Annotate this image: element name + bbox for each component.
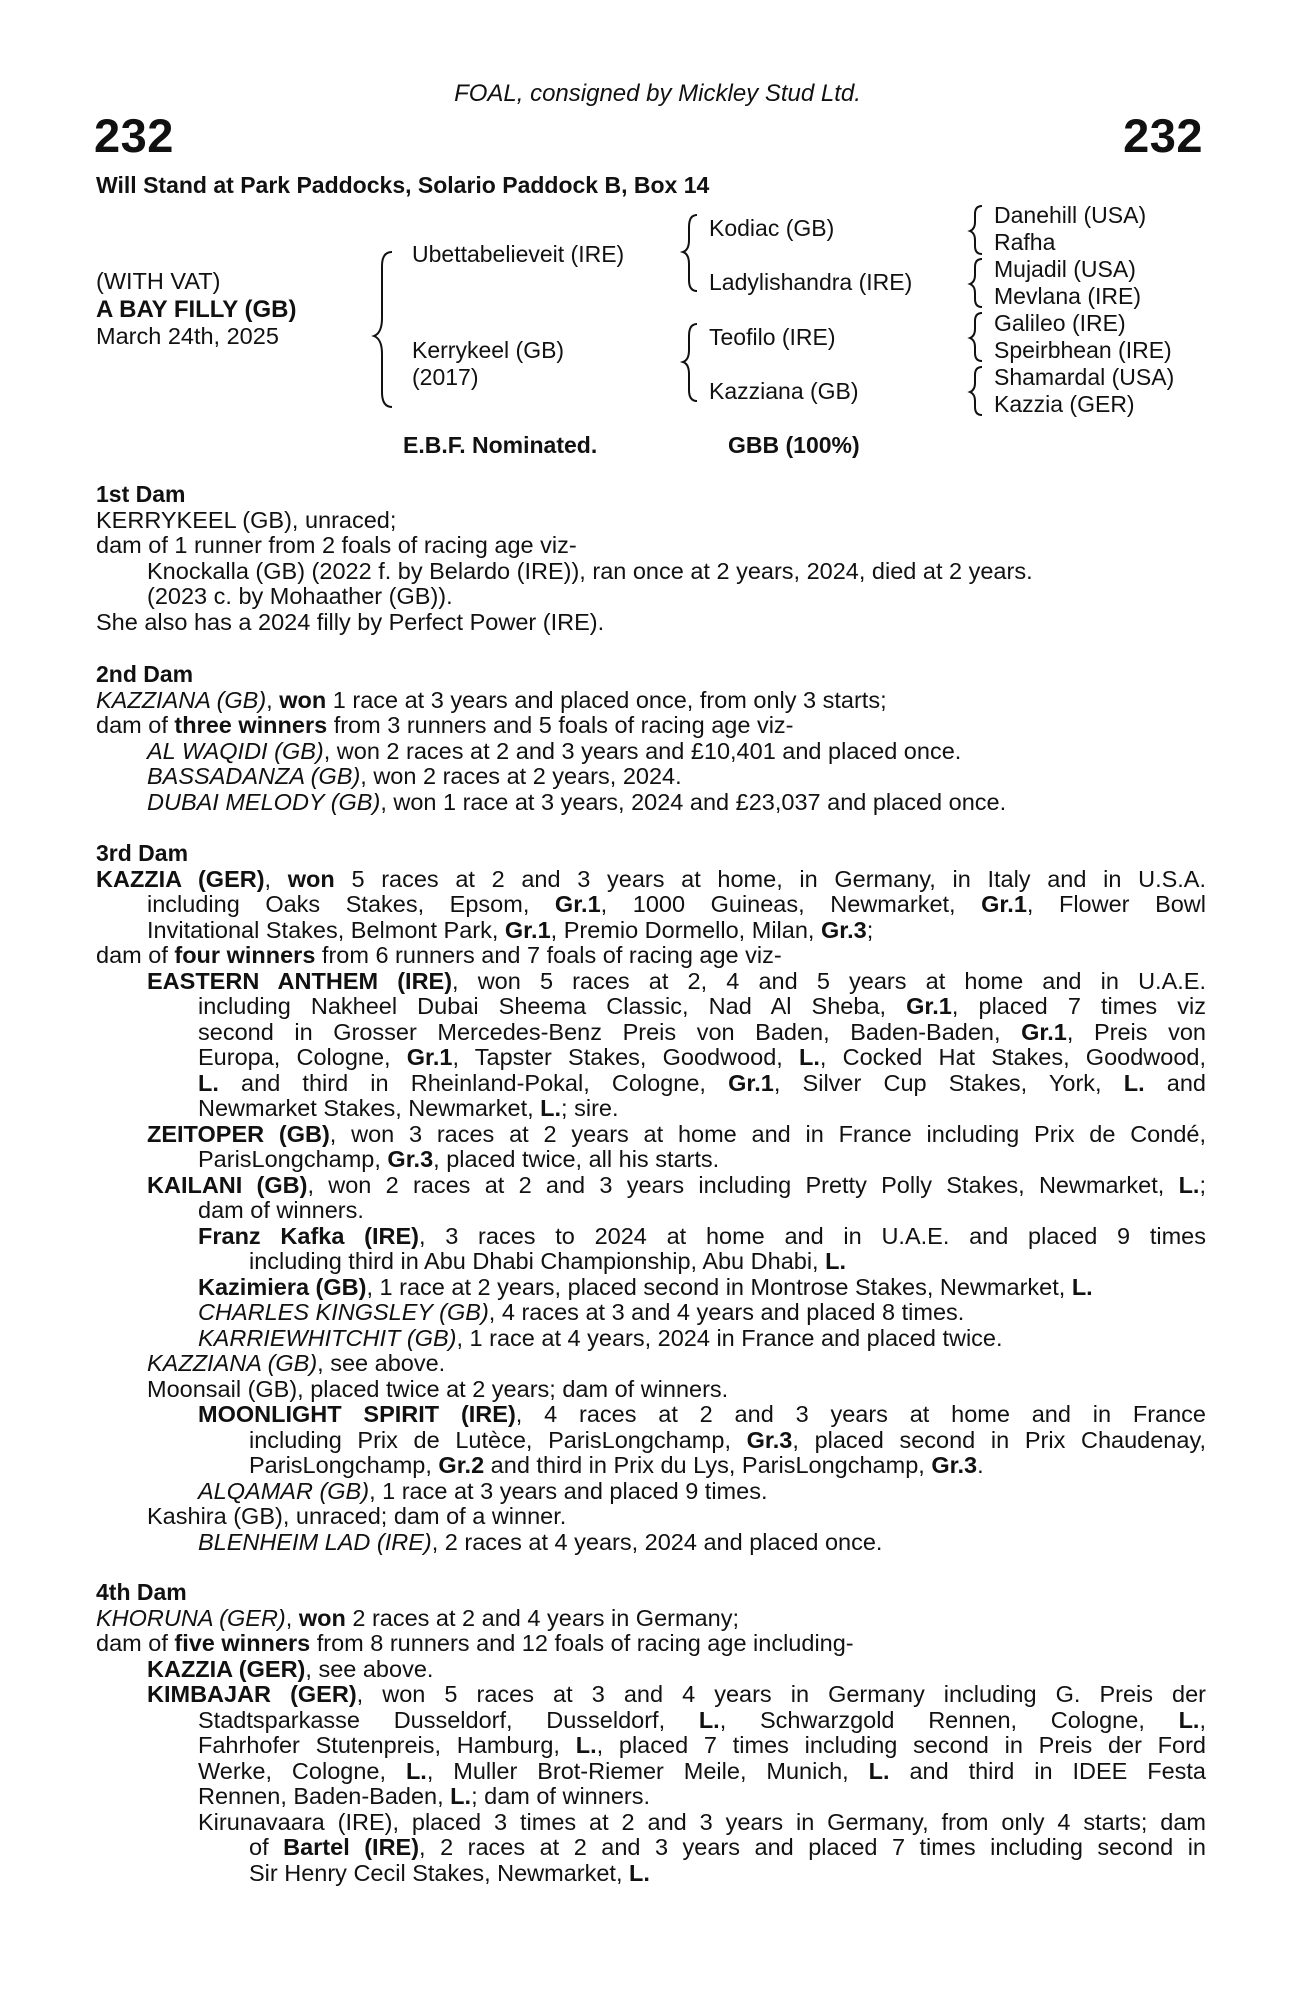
progeny-entry-cont: ParisLongchamp, Gr.3, placed twice, all his starts.: [198, 1146, 720, 1172]
brace-g1: [970, 206, 982, 254]
vat-note: (WITH VAT): [96, 268, 221, 294]
progeny-entry: Moonsail (GB), placed twice at 2 years; dam of winners.: [147, 1375, 729, 1402]
lot-number-left: 232: [94, 109, 174, 162]
progeny-entry-cont: including third in Abu Dhabi Championship, Abu Dhabi, L.: [249, 1248, 847, 1274]
progeny-entry: Knockalla (GB) (2022 f. by Belardo (IRE)), ran once at 2 years, 2024, died at 2 years.: [147, 557, 1033, 584]
brace-g4: [970, 367, 982, 415]
progeny-entry: Kirunavaara (IRE), placed 3 times at 2 and 3 years in Germany, from only 4 starts; dam: [198, 1808, 1206, 1835]
brace-g2: [970, 259, 982, 307]
progeny-entry-cont: ParisLongchamp, Gr.2 and third in Prix du Lys, ParisLongchamp, Gr.3.: [249, 1452, 984, 1478]
dam-produce-line: dam of three winners from 3 runners and 5 foals of racing age viz-: [96, 712, 794, 738]
section-title: 1st Dam: [96, 481, 186, 507]
progeny-entry-cont: Fahrhofer Stutenpreis, Hamburg, L., placed 7 times including second in Preis der Ford: [198, 1732, 1206, 1758]
pedigree-g4: Mevlana (IRE): [994, 283, 1141, 309]
brace-g3: [970, 313, 982, 361]
dam-produce-line: dam of four winners from 6 runners and 7 foals of racing age viz-: [96, 942, 782, 968]
dam-line: KAZZIA (GER), won 5 races at 2 and 3 years at home, in Germany, in Italy and in U.S.A.: [96, 865, 1207, 892]
progeny-entry: BASSADANZA (GB), won 2 races at 2 years, 2024.: [147, 763, 682, 789]
pedigree-g5: Galileo (IRE): [994, 310, 1126, 336]
pedigree-g7: Shamardal (USA): [994, 364, 1175, 390]
progeny-entry: ALQAMAR (GB), 1 race at 3 years and placed 9 times.: [198, 1477, 768, 1504]
brace-sire: [683, 215, 697, 291]
progeny-entry: Kashira (GB), unraced; dam of a winner.: [147, 1503, 567, 1529]
pedigree-g8: Kazzia (GER): [994, 391, 1135, 417]
progeny-entry-cont: including Nakheel Dubai Sheema Classic, Nad Al Sheba, Gr.1, placed 7 times viz: [198, 993, 1206, 1019]
progeny-entry: Kazimiera (GB), 1 race at 2 years, placed second in Montrose Stakes, Newmarket, L.: [198, 1273, 1093, 1300]
dam-produce-line: dam of five winners from 8 runners and 12 foals of racing age including-: [96, 1630, 854, 1656]
progeny-entry-cont: including Prix de Lutèce, ParisLongchamp, Gr.3, placed second in Prix Chaudenay,: [249, 1426, 1206, 1453]
gbb-note: GBB (100%): [728, 432, 860, 458]
stand-location: Will Stand at Park Paddocks, Solario Paddock B, Box 14: [96, 172, 710, 198]
progeny-entry-cont: Werke, Cologne, L., Muller Brot-Riemer Meile, Munich, L. and third in IDEE Festa: [198, 1757, 1206, 1784]
dam-line-cont: including Oaks Stakes, Epsom, Gr.1, 1000 Guineas, Newmarket, Gr.1, Flower Bowl: [147, 891, 1207, 917]
dam-produce-line: dam of 1 runner from 2 foals of racing age viz-: [96, 532, 577, 558]
progeny-entry: KARRIEWHITCHIT (GB), 1 race at 4 years, 2024 in France and placed twice.: [198, 1324, 1003, 1351]
pedigree-g3: Mujadil (USA): [994, 256, 1136, 282]
progeny-entry: AL WAQIDI (GB), won 2 races at 2 and 3 years and £10,401 and placed once.: [147, 737, 962, 764]
dam-line: KAZZIANA (GB), won 1 race at 3 years and placed once, from only 3 starts;: [96, 686, 887, 713]
progeny-entry-cont: second in Grosser Mercedes-Benz Preis von Baden, Baden-Baden, Gr.1, Preis von: [198, 1018, 1206, 1045]
progeny-entry: EASTERN ANTHEM (IRE), won 5 races at 2, 4 and 5 years at home and in U.A.E.: [147, 967, 1206, 994]
progeny-entry: ZEITOPER (GB), won 3 races at 2 years at home and in France including Prix de Condé,: [147, 1120, 1206, 1147]
brace-dam: [683, 324, 697, 401]
pedigree-sire-dam: Ladylishandra (IRE): [709, 269, 913, 295]
pedigree-dam-dam: Kazziana (GB): [709, 378, 859, 404]
pedigree-dam: Kerrykeel (GB): [412, 337, 565, 363]
fourth-dam-section: [96, 1580, 1206, 1886]
progeny-entry-cont: L. and third in Rheinland-Pokal, Cologne, Gr.1, Silver Cup Stakes, York, L. and: [198, 1069, 1206, 1096]
progeny-entry: KIMBAJAR (GER), won 5 races at 3 and 4 years in Germany including G. Preis der: [147, 1681, 1207, 1707]
lot-number-right: 232: [1123, 109, 1203, 162]
progeny-entry-cont: Stadtsparkasse Dusseldorf, Dusseldorf, L., Schwarzgold Rennen, Cologne, L.,: [198, 1706, 1206, 1733]
progeny-entry: CHARLES KINGSLEY (GB), 4 races at 3 and 4 years and placed 8 times.: [198, 1299, 965, 1325]
progeny-entry: KAILANI (GB), won 2 races at 2 and 3 years including Pretty Polly Stakes, Newmarket, L.;: [147, 1171, 1206, 1198]
section-title: 4th Dam: [96, 1579, 187, 1605]
progeny-entry: Franz Kafka (IRE), 3 races to 2024 at home and in U.A.E. and placed 9 times: [198, 1222, 1206, 1249]
section-title: 3rd Dam: [96, 840, 189, 866]
pedigree-g1: Danehill (USA): [994, 202, 1147, 228]
progeny-entry: (2023 c. by Mohaather (GB)).: [147, 583, 453, 609]
brace-main: [374, 252, 392, 407]
progeny-entry-cont: Newmarket Stakes, Newmarket, L.; sire.: [198, 1095, 619, 1121]
progeny-entry-cont: Sir Henry Cecil Stakes, Newmarket, L.: [249, 1859, 650, 1886]
progeny-entry-cont: Rennen, Baden-Baden, L.; dam of winners.: [198, 1783, 650, 1809]
progeny-entry-cont: of Bartel (IRE), 2 races at 2 and 3 years and placed 7 times including second in: [249, 1834, 1206, 1860]
pedigree-sire: Ubettabelieveit (IRE): [412, 241, 625, 267]
dam-note: She also has a 2024 filly by Perfect Power (IRE).: [96, 608, 605, 635]
second-dam-section: [96, 662, 1206, 815]
pedigree-g2: Rafha: [994, 229, 1056, 255]
progeny-entry: KAZZIANA (GB), see above.: [147, 1350, 446, 1376]
pedigree-sire-sire: Kodiac (GB): [709, 215, 835, 241]
dam-line: KHORUNA (GER), won 2 races at 2 and 4 years in Germany;: [96, 1604, 739, 1631]
progeny-entry: KAZZIA (GER), see above.: [147, 1655, 434, 1682]
progeny-entry: MOONLIGHT SPIRIT (IRE), 4 races at 2 and 3 years at home and in France: [198, 1401, 1206, 1427]
first-dam-section: [96, 482, 1206, 635]
progeny-entry-cont: Europa, Cologne, Gr.1, Tapster Stakes, Goodwood, L., Cocked Hat Stakes, Goodwood,: [198, 1044, 1206, 1070]
progeny-entry-cont: dam of winners.: [198, 1197, 364, 1223]
pedigree-dam-year: (2017): [412, 364, 479, 390]
progeny-entry: DUBAI MELODY (GB), won 1 race at 3 years, 2024 and £23,037 and placed once.: [147, 788, 1007, 815]
third-dam-section: [96, 841, 1206, 1555]
horse-name: A BAY FILLY (GB): [96, 296, 297, 323]
dam-line-cont: Invitational Stakes, Belmont Park, Gr.1, Premio Dormello, Milan, Gr.3;: [147, 916, 874, 943]
foaling-date: March 24th, 2025: [96, 323, 279, 349]
dam-line: KERRYKEEL (GB), unraced;: [96, 506, 397, 533]
pedigree-dam-sire: Teofilo (IRE): [709, 324, 836, 350]
pedigree-g6: Speirbhean (IRE): [994, 337, 1172, 363]
progeny-entry: BLENHEIM LAD (IRE), 2 races at 4 years, 2024 and placed once.: [198, 1528, 883, 1555]
section-title: 2nd Dam: [96, 661, 194, 687]
ebf-note: E.B.F. Nominated.: [403, 432, 598, 458]
consignor-line: FOAL, consigned by Mickley Stud Ltd.: [454, 80, 861, 107]
